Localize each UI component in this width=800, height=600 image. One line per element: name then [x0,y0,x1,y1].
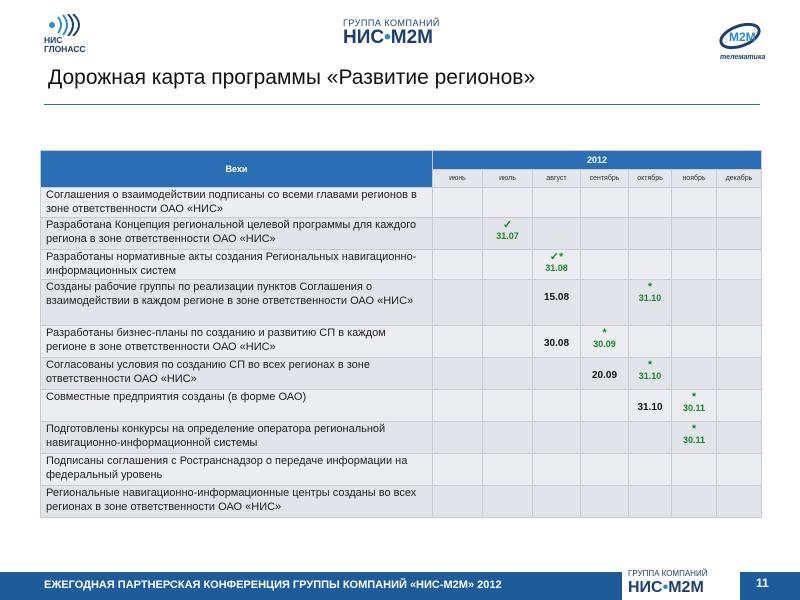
nis-glonass-logo [44,14,100,54]
month-header: июль [483,170,533,188]
center-logo-name-a: НИС [343,27,385,48]
right-logo-caption: телематика [720,54,766,61]
completed-mark [483,220,532,241]
milestone-text: Совместные предприятия созданы (в форме ОАО) [41,390,433,422]
month-header: июнь [433,170,483,188]
month-cell [533,280,581,326]
month-cell [581,454,629,486]
month-cell [483,326,533,358]
checkmark-icon: * [647,281,653,293]
checkmark-icon: ✓ [502,219,513,231]
milestone-text: Согласованы условия по созданию СП во всех регионах в зоне ответственности ОАО «НИС» [41,358,433,390]
left-logo-line1: НИС [44,35,63,45]
month-cell [533,422,581,454]
checkmark-icon: * [647,359,653,371]
month-cell [483,188,533,218]
month-cell [672,454,717,486]
table-row [41,422,762,454]
month-cell [483,280,533,326]
month-header: декабрь [717,170,762,188]
month-cell [717,358,762,390]
month-cell [433,486,483,518]
month-cell [672,218,717,250]
checkmark-icon: * [602,327,607,339]
table-row [41,188,762,218]
month-cell [433,390,483,422]
month-cell [483,250,533,280]
month-cell [717,250,762,280]
completed-date: 30.11 [682,403,706,413]
completed-mark [629,360,671,381]
month-cell [629,218,672,250]
checkmark-icon: * [691,423,697,435]
month-cell [581,486,629,518]
month-cell [717,486,762,518]
center-logo-dot: • [384,27,391,48]
month-cell [672,486,717,518]
month-cell [533,486,581,518]
month-cell [629,358,672,390]
month-cell [581,358,629,390]
month-cell [717,188,762,218]
center-logo-group: ГРУППА КОМПАНИЙ [343,18,440,28]
page-number: 11 [756,576,769,590]
month-cell [533,218,581,250]
milestone-text: Разработаны нормативные акты создания Региональных навигационно-информационных систем [41,250,433,280]
orbit-logo-icon [716,16,764,54]
month-cell [483,390,533,422]
completed-mark [581,328,628,349]
month-cell [629,188,672,218]
milestone-text: Соглашения о взаимодействии подписаны со всеми главами регионов в зоне ответственности ОАО «НИС» [41,188,433,218]
center-logo [343,18,463,48]
month-cell [672,422,717,454]
footer-logo-name [628,579,740,596]
footer-logo [622,568,740,600]
month-cell [717,218,762,250]
completed-date: 30.11 [682,435,706,445]
month-cell [433,422,483,454]
completed-mark [629,282,671,303]
checkmark-icon: * [691,391,697,403]
month-cell [433,280,483,326]
completed-mark [533,252,580,273]
milestone-text: Разработана Концепция региональной целевой программы для каждого региона в зоне ответственности ОАО «НИС» [41,218,433,250]
month-cell [717,422,762,454]
month-cell [629,250,672,280]
wave-logo-icon [44,14,90,36]
month-cell [581,422,629,454]
month-cell [672,390,717,422]
month-cell [533,390,581,422]
month-cell [533,250,581,280]
title-divider [44,104,760,105]
footer-logo-name-a: НИС [628,579,663,596]
footer-conference: ЕЖЕГОДНАЯ ПАРТНЕРСКАЯ КОНФЕРЕНЦИЯ ГРУППЫ КОМПАНИЙ «НИС-M2M» 2012 [44,579,502,591]
roadmap-table [40,150,762,518]
month-cell [483,422,533,454]
month-header: сентябрь [581,170,629,188]
milestone-text: Региональные навигационно-информационные центры созданы во всех регионах в зоне ответственности ОАО «НИС» [41,486,433,518]
month-cell [717,326,762,358]
month-cell [433,454,483,486]
table-row [41,280,762,326]
month-cell [581,280,629,326]
month-cell [672,188,717,218]
planned-date: 31.10 [637,402,663,413]
footer-logo-dot: • [662,579,669,596]
table-row [41,358,762,390]
month-cell [433,188,483,218]
milestone-text: Созданы рабочие группы по реализации пунктов Соглашения о взаимодействии в каждом регионе в зоне ответственности ОАО «НИС» [41,280,433,326]
table-row [41,454,762,486]
month-cell [483,454,533,486]
completed-date: 31.07 [496,231,519,241]
month-cell [483,218,533,250]
month-cell [581,218,629,250]
footer-logo-name-b: M2M [668,579,704,596]
month-cell [629,486,672,518]
completed-date: 31.10 [638,293,662,303]
month-cell [672,250,717,280]
month-cell [717,280,762,326]
table-row [41,326,762,358]
m2m-telematika-logo [716,16,768,64]
month-cell [533,454,581,486]
month-cell [483,358,533,390]
month-cell [433,250,483,280]
month-cell [672,358,717,390]
completed-date: 30.09 [593,339,616,349]
center-logo-name-b: M2M [390,27,433,48]
month-cell [533,326,581,358]
month-cell [581,188,629,218]
month-header: октябрь [629,170,672,188]
left-logo-line2: ГЛОНАСС [44,44,86,54]
planned-date: 30.08 [543,338,570,349]
month-cell [433,326,483,358]
month-cell [629,454,672,486]
month-cell [672,326,717,358]
milestones-header: Вехи [41,151,433,188]
table-row [41,218,762,250]
month-cell [629,326,672,358]
completed-mark [672,392,716,413]
checkmark-icon: ✓* [549,251,564,263]
completed-date: 31.10 [638,371,662,381]
center-logo-name [343,28,463,48]
milestone-text: Подготовлены конкурсы на определение оператора региональной навигационно-информационной системы [41,422,433,454]
month-header: ноябрь [672,170,717,188]
page-title: Дорожная карта программы «Развитие регионов» [48,66,536,89]
month-header: август [533,170,581,188]
month-cell [629,422,672,454]
month-cell [581,326,629,358]
table-row [41,250,762,280]
month-cell [433,218,483,250]
month-cell [629,390,672,422]
month-cell [717,390,762,422]
month-cell [629,280,672,326]
table-row [41,390,762,422]
month-cell [581,250,629,280]
completed-date: 31.08 [545,263,568,273]
month-cell [533,358,581,390]
milestone-text: Подписаны соглашения с Ространснадзор о передаче информации на федеральный уровень [41,454,433,486]
month-cell [717,454,762,486]
month-cell [533,188,581,218]
milestone-text: Разработаны бизнес-планы по созданию и развитию СП в каждом регионе в зоне ответственности ОАО «НИС» [41,326,433,358]
svg-text:M2M: M2M [729,30,756,44]
planned-date: 20.09 [591,370,618,381]
month-cell [483,486,533,518]
table-row [41,486,762,518]
month-cell [581,390,629,422]
footer-logo-group: ГРУППА КОМПАНИЙ [628,569,708,578]
completed-mark [672,424,716,445]
planned-date: 15.08 [543,292,570,303]
month-cell [672,280,717,326]
year-header: 2012 [433,151,762,170]
month-cell [433,358,483,390]
